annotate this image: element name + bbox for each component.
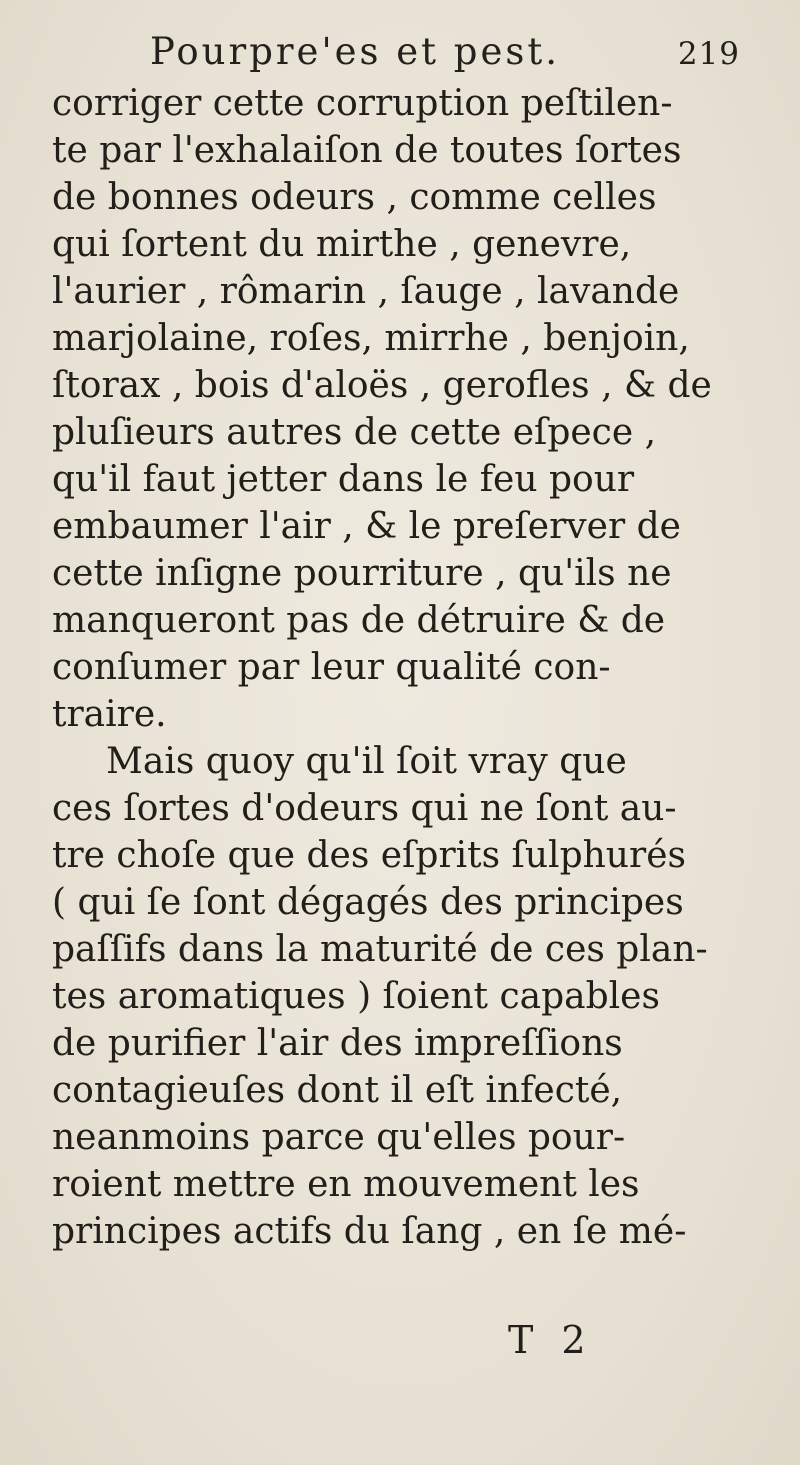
text-line: principes actifs du ſang , en ſe mé- [52,1211,687,1252]
text-line: qu'il faut jetter dans le feu pour [52,459,635,500]
page-header [150,28,740,88]
text-line: ( qui ſe ſont dégagés des principes [52,882,684,923]
text-line: de purifier l'air des impreſſions [52,1023,623,1064]
text-line: de bonnes odeurs , comme celles [52,177,657,218]
text-line: marjolaine, roſes, mirrhe , benjoin, [52,318,690,359]
text-line: contagieuſes dont il eſt infecté, [52,1070,623,1111]
text-line: conſumer par leur qualité con- [52,647,611,688]
text-line: neanmoins parce qu'elles pour- [52,1117,626,1158]
body-text [52,80,752,1255]
text-line: cette inſigne pourriture , qu'ils ne [52,553,672,594]
text-line: ces ſortes d'odeurs qui ne ſont au- [52,788,677,829]
page-number: 219 [677,36,740,72]
text-line: traire. [52,694,167,735]
running-head: Pourpre'es et pest. [150,30,560,73]
signature-mark: T 2 [508,1318,594,1362]
text-line: manqueront pas de détruire & de [52,600,666,641]
text-line: pluſieurs autres de cette eſpece , [52,412,657,453]
text-line: paſſifs dans la maturité de ces plan- [52,929,708,970]
text-line: ſtorax , bois d'aloës , gerofles , & de [52,365,712,406]
text-line: tre choſe que des eſprits ſulphurés [52,835,686,876]
text-line: embaumer l'air , & le preſerver de [52,506,681,547]
paragraph-start-line: Mais quoy qu'il ſoit vray que [106,741,627,782]
text-line: tes aromatiques ) ſoient capables [52,976,660,1017]
text-line: corriger cette corruption peſtilen- [52,83,673,124]
text-line: qui ſortent du mirthe , genevre, [52,224,632,265]
text-line: roient mettre en mouvement les [52,1164,640,1205]
text-line: te par l'exhalaiſon de toutes ſortes [52,130,682,171]
text-line: l'aurier , rômarin , ſauge , lavande [52,271,680,312]
